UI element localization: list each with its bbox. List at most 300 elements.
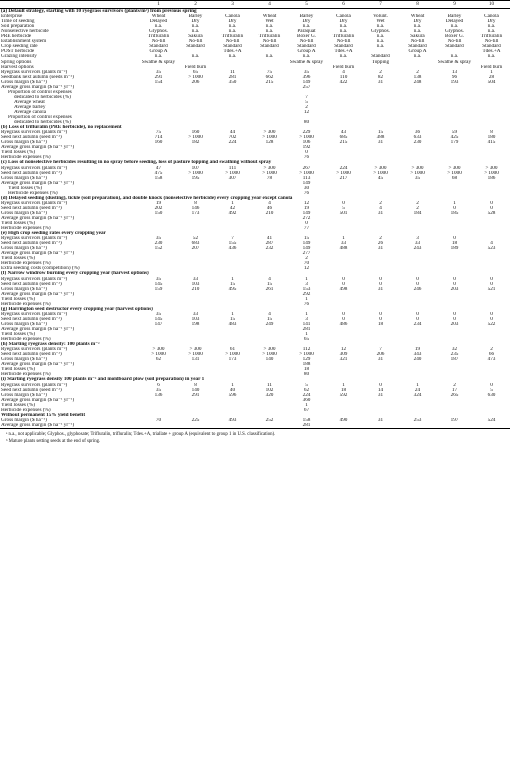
value-cell: 180	[487, 135, 496, 141]
row-label: Average barley	[14, 104, 46, 110]
value-cell: 76	[303, 190, 310, 196]
footnote-b: ᵇ Mature plants setting seeds at the end of spring.	[6, 438, 101, 444]
row-label: Gross margin ($ ha⁻¹)	[1, 79, 47, 85]
row-label: Average gross margin ($ ha⁻¹ yr⁻¹)	[1, 397, 75, 403]
value-cell: 522	[487, 321, 496, 327]
value-cell: 33	[414, 241, 421, 247]
value-cell: 253	[413, 417, 422, 423]
value-cell: 31	[377, 140, 384, 146]
value-cell: 19	[155, 200, 162, 206]
value-cell: > 1000	[373, 170, 388, 176]
value-cell: n.a.	[302, 54, 311, 60]
row-label: Seed next autumn (seed m⁻²)	[1, 352, 62, 358]
value-cell: 281	[302, 327, 311, 332]
section-heading: (h) Starting ryegrass density: 100 plants m⁻²	[1, 342, 100, 348]
value-cell: 0	[342, 311, 345, 317]
value-cell: > 1000	[225, 352, 240, 358]
value-cell: 0	[453, 281, 456, 287]
value-cell: 8	[194, 200, 197, 206]
value-cell: 66	[488, 352, 495, 358]
value-cell: Dry	[339, 19, 348, 25]
value-cell: Wet	[376, 19, 385, 25]
value-cell: No-till	[484, 39, 499, 45]
value-cell: No-till	[336, 39, 351, 45]
section-heading: (d) Delayed seeding (dusting), tickle (soil preparation), and double knock (nonselective herbicide) every cropping year except canola	[1, 195, 293, 201]
value-cell: 106	[302, 140, 311, 146]
value-cell: 4	[268, 311, 271, 317]
value-cell: 1	[231, 200, 234, 206]
value-cell: 307	[228, 175, 237, 181]
value-cell: 19	[303, 205, 310, 211]
value-cell: 193	[450, 79, 459, 85]
value-cell: 3	[305, 316, 308, 322]
row-label: Gross margin ($ ha⁻¹)	[1, 321, 47, 327]
value-cell: 0	[305, 150, 308, 156]
value-cell: 19	[414, 347, 421, 353]
value-cell: > 1000	[336, 170, 351, 176]
row-label: Gross margin ($ ha⁻¹)	[1, 286, 47, 292]
value-cell: 15	[266, 316, 273, 322]
value-cell: No-till	[410, 39, 425, 45]
row-label: Ryegrass survivors (plants m⁻²)	[1, 165, 68, 171]
value-cell: 0	[416, 311, 419, 317]
row-label: Ryegrass survivors (plants m⁻²)	[1, 236, 68, 242]
value-cell: 138	[413, 74, 422, 80]
value-cell: 8	[194, 382, 197, 388]
value-cell: 103	[191, 316, 200, 322]
value-cell: Boxer G.	[444, 34, 465, 40]
value-cell: > 300	[263, 165, 276, 171]
value-cell: Dry	[413, 19, 422, 25]
value-cell: Wheat	[151, 14, 166, 20]
value-cell: 0	[416, 281, 419, 287]
header-row	[0, 1, 510, 9]
value-cell: 82	[377, 74, 384, 80]
value-cell: 272	[302, 215, 311, 221]
row-label: Gross margin ($ ha⁻¹)	[1, 210, 47, 216]
row-label: Seed next autumn (seed m⁻²)	[1, 135, 62, 141]
value-cell: 158	[302, 417, 311, 423]
value-cell: 26	[377, 241, 384, 247]
value-cell: 350	[228, 79, 237, 85]
row-label: Herbicide expenses (%)	[1, 226, 51, 232]
value-cell: 2	[305, 104, 308, 110]
value-cell: n.a.	[228, 54, 237, 60]
value-cell: > 1000	[225, 170, 240, 176]
row-label: Average gross margin ($ ha⁻¹ yr⁻¹)	[1, 145, 75, 151]
value-cell: 1	[490, 69, 493, 75]
value-cell: 232	[265, 246, 274, 252]
row-label: Proportion of control expenses	[8, 89, 72, 95]
value-cell: Wheat	[262, 14, 277, 20]
value-cell: 0	[453, 276, 456, 282]
value-cell: 0	[379, 382, 382, 388]
row-label: Gross margin ($ ha⁻¹)	[1, 417, 47, 423]
value-cell: 243	[413, 246, 422, 252]
value-cell: Dry	[302, 19, 311, 25]
value-cell: 70	[303, 261, 310, 267]
value-cell: 277	[302, 251, 311, 257]
value-cell: 0	[342, 276, 345, 282]
value-cell: 685	[339, 135, 348, 141]
value-cell: 203	[450, 321, 459, 327]
value-cell: 8	[490, 130, 493, 136]
row-label: Ryegrass survivors (plants m⁻²)	[1, 347, 68, 353]
value-cell: 159	[154, 286, 163, 292]
value-cell: 182	[191, 140, 200, 146]
row-label: Nonselective herbicide	[1, 29, 49, 35]
value-cell: 267	[302, 165, 311, 171]
value-cell: 202	[154, 205, 163, 211]
value-cell: 714	[154, 135, 163, 141]
value-cell: 131	[191, 357, 200, 363]
section-heading: (c) Loss of nonselective herbicides resulting in no spray before seeding, loss of pasture topping and swathing without spray	[1, 160, 272, 166]
value-cell	[214, 423, 251, 429]
value-cell: 187	[450, 357, 459, 363]
row-label: Yield losses (%)	[8, 185, 43, 191]
value-cell: n.a.	[487, 29, 496, 35]
value-cell: 309	[339, 352, 348, 358]
row-label: Grazing intensity	[1, 54, 37, 60]
value-cell: 224	[302, 392, 311, 398]
value-cell: 96	[451, 74, 458, 80]
row-label: PRE herbicide	[1, 34, 32, 40]
value-cell: 501	[339, 210, 348, 216]
row-label: Gross margin ($ ha⁻¹)	[1, 175, 47, 181]
value-cell: 4	[342, 69, 345, 75]
row-label: Average canola	[14, 109, 47, 115]
value-cell: n.a.	[228, 29, 237, 35]
value-cell	[177, 423, 214, 429]
value-cell: 18	[340, 387, 347, 393]
value-cell: 107	[191, 165, 200, 171]
value-cell: 153	[302, 286, 311, 292]
value-cell: 0	[490, 200, 493, 206]
value-cell: 1	[231, 382, 234, 388]
value-cell: 281	[288, 423, 325, 429]
value-cell: 35	[155, 236, 162, 242]
value-cell: No-till	[262, 39, 277, 45]
value-cell: 18	[377, 321, 384, 327]
value-cell: > 1000	[188, 170, 203, 176]
value-cell: 112	[302, 347, 311, 353]
value-cell: 184	[413, 210, 422, 216]
value-cell: 188	[302, 362, 311, 368]
value-cell: 1	[305, 402, 308, 408]
value-cell: Dry	[487, 19, 496, 25]
value-cell: n.a.	[154, 54, 163, 60]
value-cell: Field burn	[332, 64, 355, 70]
row-label: Gross margin ($ ha⁻¹)	[1, 140, 47, 146]
value-cell: 4	[268, 276, 271, 282]
value-cell: 78	[266, 175, 273, 181]
value-cell: > 1000	[484, 170, 499, 176]
value-cell: 210	[191, 286, 200, 292]
value-cell: 75	[155, 130, 162, 136]
value-cell: No-till	[299, 39, 314, 45]
value-cell: 33	[340, 241, 347, 247]
value-cell: > 1000	[262, 170, 277, 176]
value-cell: 35	[414, 175, 421, 181]
value-cell	[436, 423, 473, 429]
value-cell: 30	[303, 185, 310, 191]
row-label: Herbicide expenses (%)	[1, 407, 51, 413]
row-label: Crop seeding rate	[1, 44, 38, 50]
value-cell: 62	[303, 387, 310, 393]
value-cell: 0	[342, 200, 345, 206]
value-cell: 662	[265, 74, 274, 80]
value-cell: 15	[266, 281, 273, 287]
value-cell: 76	[303, 301, 310, 307]
value-cell: 152	[154, 246, 163, 252]
value-cell: 1	[342, 382, 345, 388]
value-cell: > 1000	[299, 135, 314, 141]
value-cell: 1	[453, 200, 456, 206]
section-heading: (e) High crop seeding rates every cropping year	[1, 231, 106, 237]
value-cell	[140, 423, 177, 429]
value-cell: Delayed	[445, 19, 464, 25]
header-year-cell: 1	[140, 1, 177, 9]
value-cell	[251, 423, 288, 429]
value-cell: > 300	[152, 347, 165, 353]
value-cell: Standard	[297, 44, 316, 50]
value-cell: Group A	[297, 49, 316, 55]
value-cell: Standard	[371, 54, 390, 60]
value-cell: 2	[453, 382, 456, 388]
row-label: Seed next autumn (seed m⁻²)	[1, 170, 62, 176]
value-cell: 111	[228, 165, 237, 171]
value-cell: 185	[450, 210, 459, 216]
value-cell: 145	[154, 316, 163, 322]
value-cell: 15	[229, 281, 236, 287]
value-cell: 0	[379, 316, 382, 322]
value-cell: 633	[413, 135, 422, 141]
value-cell: 206	[376, 352, 385, 358]
value-cell: 15	[229, 316, 236, 322]
value-cell: 261	[265, 286, 274, 292]
value-cell: Topping	[371, 59, 390, 65]
row-label: Yield losses (%)	[1, 150, 36, 156]
row-label: Seed next autumn (seed m⁻²)	[1, 241, 62, 247]
row-label: Gross margin ($ ha⁻¹)	[1, 392, 47, 398]
value-cell	[399, 423, 436, 429]
row-label: dedicated to herbicides (%)	[14, 94, 71, 100]
value-cell: 0	[342, 316, 345, 322]
header-year-cell: 8	[399, 1, 436, 9]
row-label: Herbicide expenses (%)	[8, 190, 58, 196]
row-label: Gross margin ($ ha⁻¹)	[1, 357, 47, 363]
row-label: Seed next autumn (seed m⁻²)	[1, 205, 62, 211]
value-cell: 630	[487, 392, 496, 398]
value-cell: 147	[154, 321, 163, 327]
value-cell: > 300	[411, 165, 424, 171]
value-cell: > 300	[189, 347, 202, 353]
row-label: Ryegrass survivors (plants m⁻²)	[1, 276, 68, 282]
value-cell: 68	[451, 175, 458, 181]
value-cell: 192	[302, 145, 311, 151]
value-cell: 110	[339, 74, 348, 80]
value-cell: 425	[450, 135, 459, 141]
value-cell: 0	[490, 281, 493, 287]
value-cell: 528	[487, 210, 496, 216]
row-label: Yield losses (%)	[1, 296, 36, 302]
value-cell: 248	[413, 79, 422, 85]
value-cell: 173	[228, 357, 237, 363]
value-cell: n.a.	[413, 54, 422, 60]
value-cell: n.a.	[413, 29, 422, 35]
row-label: Herbicide expenses (%)	[1, 337, 51, 343]
row-label: Yield losses (%)	[1, 221, 36, 227]
value-cell: Standard	[186, 44, 205, 50]
value-cell: No-till	[151, 39, 166, 45]
value-cell: 436	[228, 246, 237, 252]
value-cell: 0	[416, 276, 419, 282]
value-cell: 173	[191, 210, 200, 216]
value-cell: 146	[191, 205, 200, 211]
value-cell: 492	[228, 210, 237, 216]
value-cell: 592	[339, 392, 348, 398]
value-cell: 230	[154, 241, 163, 247]
value-cell: 5	[305, 382, 308, 388]
row-label: Seed next autumn (seed m⁻²)	[1, 316, 62, 322]
value-cell: 291	[154, 74, 163, 80]
value-cell: 11	[267, 382, 272, 388]
value-cell: n.a.	[487, 24, 496, 30]
value-cell: 76	[303, 155, 310, 161]
value-cell: 31	[377, 286, 384, 292]
value-cell: 488	[339, 246, 348, 252]
value-cell: 225	[191, 417, 200, 423]
value-cell: 229	[302, 130, 311, 136]
value-cell: n.a.	[450, 54, 459, 60]
value-cell: 150	[154, 210, 163, 216]
value-cell: Standard	[408, 44, 427, 50]
value-cell: 31	[377, 246, 384, 252]
value-cell: n.a.	[339, 24, 348, 30]
section-heading: (i) Starting ryegrass density 100 plants m⁻² and moldboard plow (soil preparation) in year 1	[1, 377, 205, 383]
value-cell: 12	[303, 200, 310, 206]
value-cell: Sakura	[410, 34, 425, 40]
value-cell: 31	[377, 357, 384, 363]
value-cell: 128	[265, 140, 274, 146]
value-cell: 13	[451, 69, 458, 75]
section-heading: Without permanent 15% yield benefit	[1, 412, 86, 418]
value-cell: 33	[192, 276, 199, 282]
value-cell: > 1000	[188, 74, 203, 80]
value-cell: 2	[305, 256, 308, 262]
value-cell: n.a.	[191, 54, 200, 60]
value-cell: Tdes.+A	[223, 49, 242, 55]
value-cell: 31	[377, 392, 384, 398]
row-label: Average gross margin ($ ha⁻¹ yr⁻¹)	[1, 251, 75, 257]
value-cell: 473	[487, 357, 496, 363]
value-cell: 249	[265, 321, 274, 327]
value-cell: Canola	[225, 14, 240, 20]
value-cell: No-till	[447, 39, 462, 45]
value-cell: Standard	[482, 44, 501, 50]
value-cell: 524	[487, 417, 496, 423]
footnote-a: ᵃ n.a., not applicable; Glyphos., glyphosate; Trifluralin, trifluralin; Tdes.+A, triallate + group A (equivalent to group 1 in U.S. classification).	[6, 431, 276, 437]
value-cell: 198	[191, 321, 200, 327]
value-cell: n.a.	[339, 54, 348, 60]
value-cell: Swathe & spray	[141, 59, 176, 65]
value-cell: Trifluralin	[221, 34, 244, 40]
row-label: Seed next autumn (seed m⁻²)	[1, 387, 62, 393]
value-cell: n.a.	[376, 24, 385, 30]
value-cell	[473, 423, 510, 429]
value-cell: Dry	[191, 19, 200, 25]
value-cell: Swathe & spray	[437, 59, 472, 65]
value-cell: 1	[305, 311, 308, 317]
value-cell: 2	[416, 200, 419, 206]
value-cell: > 300	[374, 165, 387, 171]
value-cell: 240	[413, 357, 422, 363]
value-cell: 33	[192, 311, 199, 317]
value-cell: 490	[339, 417, 348, 423]
value-cell: 360	[302, 397, 311, 403]
header-label-cell	[0, 1, 140, 9]
value-cell: 102	[265, 387, 274, 393]
value-cell: 40	[229, 387, 236, 393]
value-cell: 0	[453, 205, 456, 211]
value-cell: 179	[450, 140, 459, 146]
value-cell: 35	[155, 387, 162, 393]
value-cell: 154	[154, 79, 163, 85]
value-cell: Paraquat	[297, 29, 316, 35]
value-cell: 113	[302, 175, 311, 181]
value-cell: 230	[413, 140, 422, 146]
row-label: Average gross margin ($ ha⁻¹ yr⁻¹)	[1, 291, 75, 297]
value-cell: n.a.	[339, 29, 348, 35]
value-cell: 14	[377, 387, 384, 393]
value-cell: 6	[157, 382, 160, 388]
value-cell: Boxer G.	[296, 34, 317, 40]
row-label: Proportion of control expenses	[8, 115, 72, 121]
value-cell: Swathe & spray	[289, 59, 324, 65]
row-label: Soil preparation	[1, 24, 35, 30]
value-cell: 215	[339, 140, 348, 146]
value-cell: n.a.	[450, 24, 459, 30]
header-year-cell: 4	[251, 1, 288, 9]
row-label: Average gross margin ($ ha⁻¹ yr⁻¹)	[1, 180, 75, 186]
value-cell: 36	[414, 130, 421, 136]
value-cell: 5	[305, 99, 308, 105]
value-cell: 415	[487, 140, 496, 146]
value-cell: 224	[228, 140, 237, 146]
value-cell: 235	[450, 352, 459, 358]
value-cell: 1	[305, 296, 308, 302]
value-cell: 203	[450, 286, 459, 292]
value-cell: 31	[377, 417, 384, 423]
value-cell: Volunt.	[372, 14, 389, 20]
value-cell: 12	[303, 266, 310, 272]
value-cell: 291	[191, 392, 200, 398]
value-cell: 160	[154, 140, 163, 146]
value-cell: 1	[305, 276, 308, 282]
value-cell: Trifluralin	[480, 34, 503, 40]
row-label: Ryegrass survivors (plants m⁻²)	[1, 382, 68, 388]
row-label: Ryegrass survivors (plants m⁻²)	[1, 311, 68, 317]
value-cell: 31	[377, 210, 384, 216]
value-cell: 0	[305, 221, 308, 227]
header-year-cell: 3	[214, 1, 251, 9]
value-cell: 5	[490, 387, 493, 393]
value-cell: 77	[303, 226, 310, 232]
value-cell: 65	[192, 69, 199, 75]
value-cell: > 1000	[188, 135, 203, 141]
value-cell: n.a.	[302, 24, 311, 30]
value-cell: Dry	[228, 19, 237, 25]
